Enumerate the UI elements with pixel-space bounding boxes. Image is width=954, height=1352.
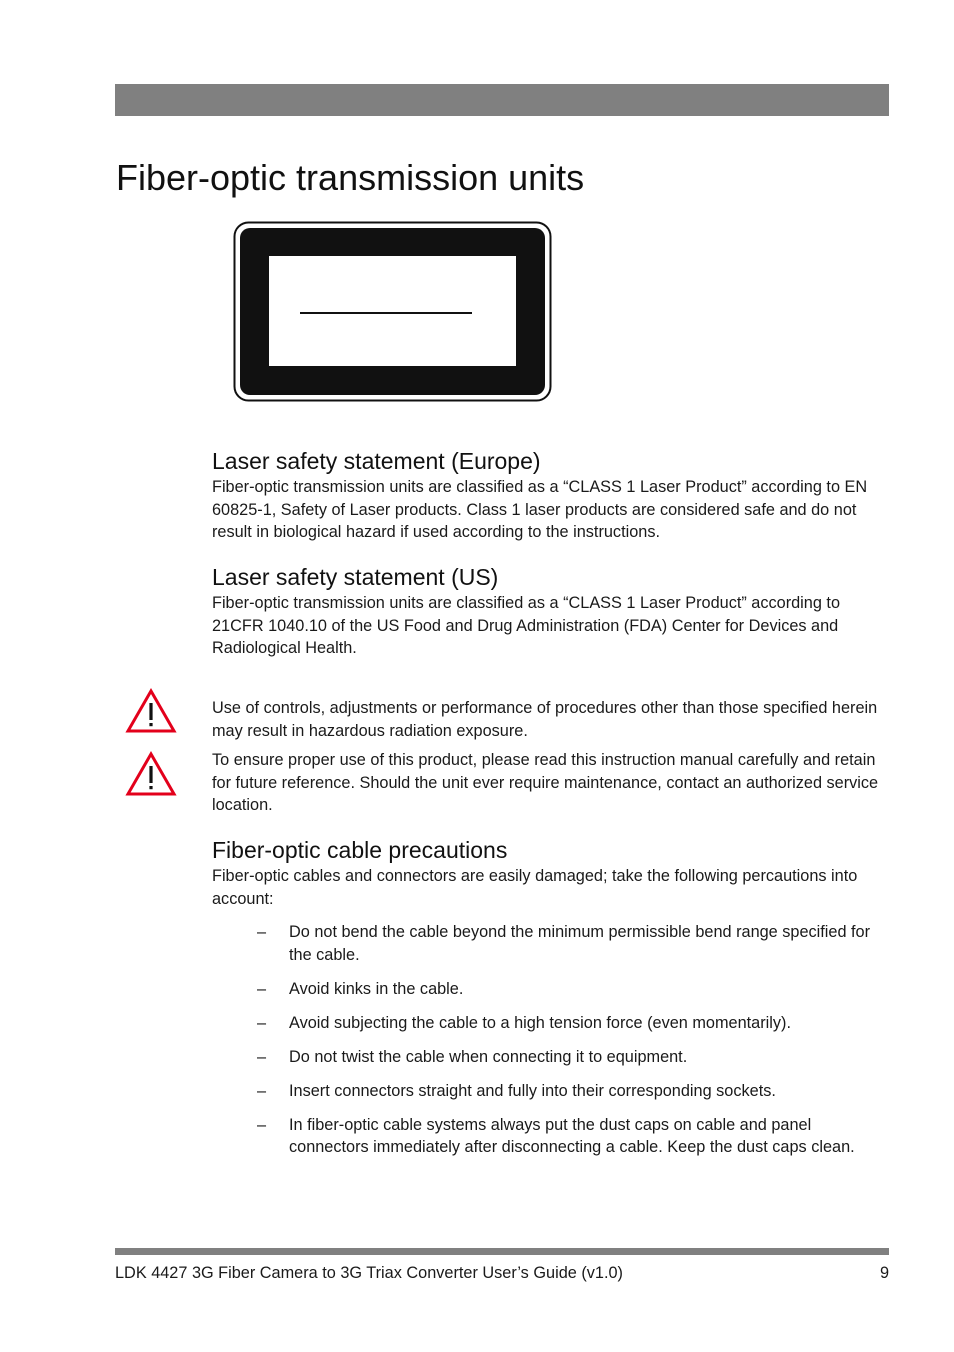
us-body: Fiber-optic transmission units are classified as a “CLASS 1 Laser Product” according to 21CFR 1040.10 of the US Food and Drug Administration (FDA) Center for Devices and Radiological Health. (212, 594, 841, 658)
dash-marker: – (257, 923, 267, 941)
page-number: 9 (879, 1264, 889, 1282)
page-title: Fiber-optic transmission units (116, 157, 585, 198)
section-cable-precautions (212, 835, 892, 910)
dash-marker: – (257, 1081, 267, 1100)
list-item-text: In fiber-optic cable systems always put the dust caps on cable and panel connectors immediately after disconnecting a cable. Keep the dust caps clean. (289, 1115, 855, 1157)
list-item (212, 978, 892, 1001)
cable-heading: Fiber-optic cable precautions (212, 837, 508, 863)
footer-rule (115, 1248, 889, 1255)
us-heading: Laser safety statement (US) (212, 564, 499, 590)
laser-class-label-icon (233, 221, 552, 402)
list-item-text: Avoid kinks in the cable. (289, 979, 464, 998)
list-item-text: Do not bend the cable beyond the minimum permissible bend range specified for the cable. (289, 923, 871, 964)
dash-marker: – (257, 1115, 267, 1134)
dash-marker: – (257, 1013, 267, 1032)
list-item-text: Do not twist the cable when connecting it to equipment. (289, 1047, 688, 1066)
list-item-text: Avoid subjecting the cable to a high tension force (even momentarily). (289, 1013, 791, 1032)
europe-heading: Laser safety statement (Europe) (212, 448, 541, 474)
section-us (212, 562, 892, 660)
header-rule (115, 84, 889, 116)
footer-title: LDK 4427 3G Fiber Camera to 3G Triax Converter User’s Guide (v1.0) (115, 1264, 623, 1282)
list-item (212, 1080, 892, 1103)
cable-intro: Fiber-optic cables and connectors are easily damaged; take the following percautions into account: (212, 867, 858, 908)
list-item (212, 1012, 892, 1035)
list-item (212, 1114, 892, 1159)
warning-triangle-icon (125, 688, 177, 734)
cable-precaution-list (212, 921, 892, 1170)
dash-marker: – (257, 979, 267, 998)
list-item (212, 921, 892, 966)
list-item (212, 1046, 892, 1069)
warning-text-manual: To ensure proper use of this product, please read this instruction manual carefully and retain for future reference. Should the unit ever require maintenance, contact an authorized service location. (212, 751, 879, 815)
warning-triangle-icon (125, 751, 177, 797)
warning-text-radiation: Use of controls, adjustments or performance of procedures other than those specified herein may result in hazardous radiation exposure. (212, 699, 878, 740)
section-europe (212, 446, 892, 544)
europe-body: Fiber-optic transmission units are classified as a “CLASS 1 Laser Product” according to EN 60825-1, Safety of Laser products. Class 1 laser products are considered safe and do not result in biological hazard if used according to the instructions. (212, 478, 868, 542)
list-item-text: Insert connectors straight and fully into their corresponding sockets. (289, 1081, 776, 1100)
dash-marker: – (257, 1047, 267, 1066)
